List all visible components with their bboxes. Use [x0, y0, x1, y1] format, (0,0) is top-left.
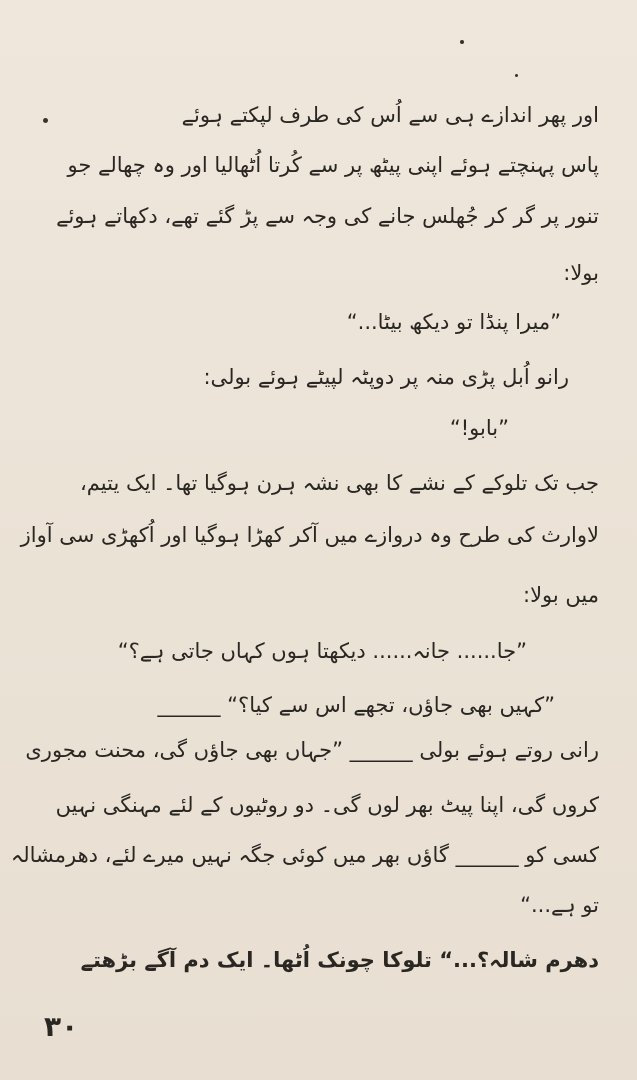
- text-line-1: اور پھر اندازے ہی سے اُس کی طرف لپکتے ہوئے: [181, 103, 599, 127]
- text-line-9: لاوارث کی طرح وہ دروازے میں آکر کھڑا ہوگیا اور اُکھڑی سی آواز: [20, 523, 599, 547]
- text-line-10: میں بولا:: [523, 583, 599, 607]
- text-line-12: ”کہیں بھی جاؤں، تجھے اس سے کیا؟“ ______: [157, 693, 555, 717]
- paper-speck: [460, 40, 464, 44]
- text-line-5: ”میرا پنڈا تو دیکھ بیٹا...“: [346, 310, 561, 334]
- text-line-11: ”جا...... جانہ...... دیکھتا ہوں کہاں جاتی ہے؟“: [117, 639, 527, 663]
- text-line-13: رانی روتے ہوئے بولی ______ ”جہاں بھی جاؤں گی، محنت مجوری: [25, 738, 599, 762]
- page-number: ۳۰: [44, 1010, 79, 1043]
- paper-speck: [515, 74, 518, 77]
- text-line-15: کسی کو ______ گاؤں بھر میں کوئی جگہ نہیں میرے لئے، دھرمشالہ: [10, 843, 599, 867]
- text-line-14: کروں گی، اپنا پیٹ بھر لوں گی۔ دو روٹیوں کے لئے مہنگی نہیں: [55, 793, 599, 817]
- text-line-3: تنور پر گر کر جُھلس جانے کی وجہ سے پڑ گئے تھے، دکھاتے ہوئے: [56, 204, 599, 228]
- text-line-16: تو ہے...“: [520, 893, 599, 917]
- text-line-2: پاس پہنچتے ہوئے اپنی پیٹھ پر سے کُرتا اُٹھالیا اور وہ چھالے جو: [67, 153, 599, 177]
- text-line-7: ”بابو!“: [449, 416, 509, 440]
- text-line-8: جب تک تلوکے کے نشے کا بھی نشہ ہرن ہوگیا تھا۔ ایک یتیم،: [80, 471, 599, 495]
- text-line-6: رانو اُبل پڑی منہ پر دوپٹہ لپیٹے ہوئے بولی:: [203, 365, 569, 389]
- text-line-17: دھرم شالہ؟...“ تلوکا چونک اُٹھا۔ ایک دم آگے بڑھتے: [80, 948, 599, 972]
- paper-speck: [43, 118, 48, 123]
- text-line-4: بولا:: [563, 261, 599, 285]
